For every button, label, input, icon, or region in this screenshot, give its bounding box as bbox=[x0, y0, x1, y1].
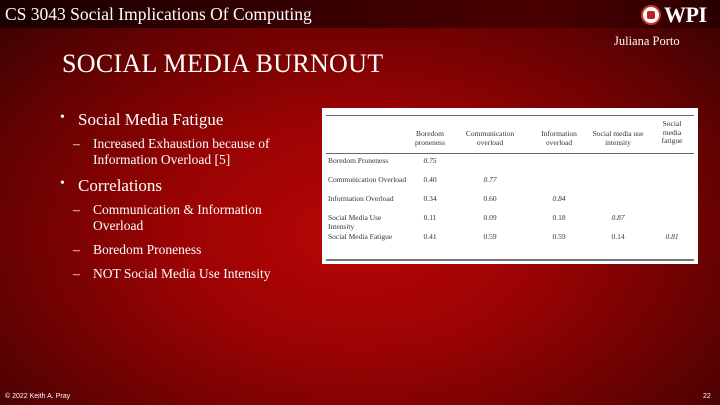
table-cell: 0.09 bbox=[483, 213, 497, 222]
column-header: Communication overload bbox=[465, 129, 515, 147]
table-rule bbox=[326, 259, 694, 261]
table-cell: 0.87 bbox=[611, 213, 625, 222]
copyright: © 2022 Keith A. Pray bbox=[5, 393, 71, 400]
sub-bullet: – NOT Social Media Use Intensity bbox=[60, 266, 310, 282]
slide-title: SOCIAL MEDIA BURNOUT bbox=[62, 49, 384, 78]
column-header: Boredom proneness bbox=[415, 129, 445, 147]
table-rule bbox=[326, 115, 694, 116]
correlation-table bbox=[322, 108, 698, 264]
table-cell: 0.59 bbox=[552, 232, 566, 241]
column-header: Social media use intensity bbox=[592, 129, 644, 147]
row-label: Social Media Use Intensity bbox=[328, 213, 382, 231]
course-title: CS 3043 Social Implications Of Computing bbox=[5, 4, 312, 24]
table-cell: 0.84 bbox=[552, 194, 566, 203]
bullet-list bbox=[60, 110, 310, 290]
header-bar bbox=[0, 0, 720, 28]
sub-bullet: – Increased Exhaustion because of Information Overload [5] bbox=[60, 136, 310, 168]
table-rule bbox=[326, 153, 694, 154]
row-label: Communication Overload bbox=[328, 175, 407, 184]
table-cell: 0.41 bbox=[423, 232, 437, 241]
seal-icon bbox=[641, 5, 661, 25]
table-cell: 0.81 bbox=[665, 232, 679, 241]
row-label: Boredom Proneness bbox=[328, 156, 389, 165]
table-cell: 0.40 bbox=[423, 175, 437, 184]
sub-bullet: – Communication & Information Overload bbox=[60, 202, 310, 234]
table-cell: 0.11 bbox=[423, 213, 437, 222]
sub-bullet: – Boredom Proneness bbox=[60, 242, 310, 258]
page-number: 22 bbox=[703, 393, 711, 400]
table-cell: 0.59 bbox=[483, 232, 497, 241]
table-cell: 0.60 bbox=[483, 194, 497, 203]
table-cell: 0.34 bbox=[423, 194, 437, 203]
table-cell: 0.75 bbox=[423, 156, 437, 165]
row-label: Social Media Fatigue bbox=[328, 232, 393, 241]
column-header: Information overload bbox=[541, 129, 577, 147]
logo-text: WPI bbox=[664, 2, 707, 27]
author-name: Juliana Porto bbox=[614, 34, 680, 48]
table-cell: 0.77 bbox=[483, 175, 497, 184]
table-cell: 0.14 bbox=[611, 232, 625, 241]
row-label: Information Overload bbox=[328, 194, 394, 203]
bullet: • Correlations bbox=[60, 176, 310, 196]
table-cell: 0.18 bbox=[552, 213, 566, 222]
wpi-logo bbox=[641, 2, 707, 28]
column-header: Social media fatigue bbox=[661, 119, 683, 145]
bullet: • Social Media Fatigue bbox=[60, 110, 310, 130]
